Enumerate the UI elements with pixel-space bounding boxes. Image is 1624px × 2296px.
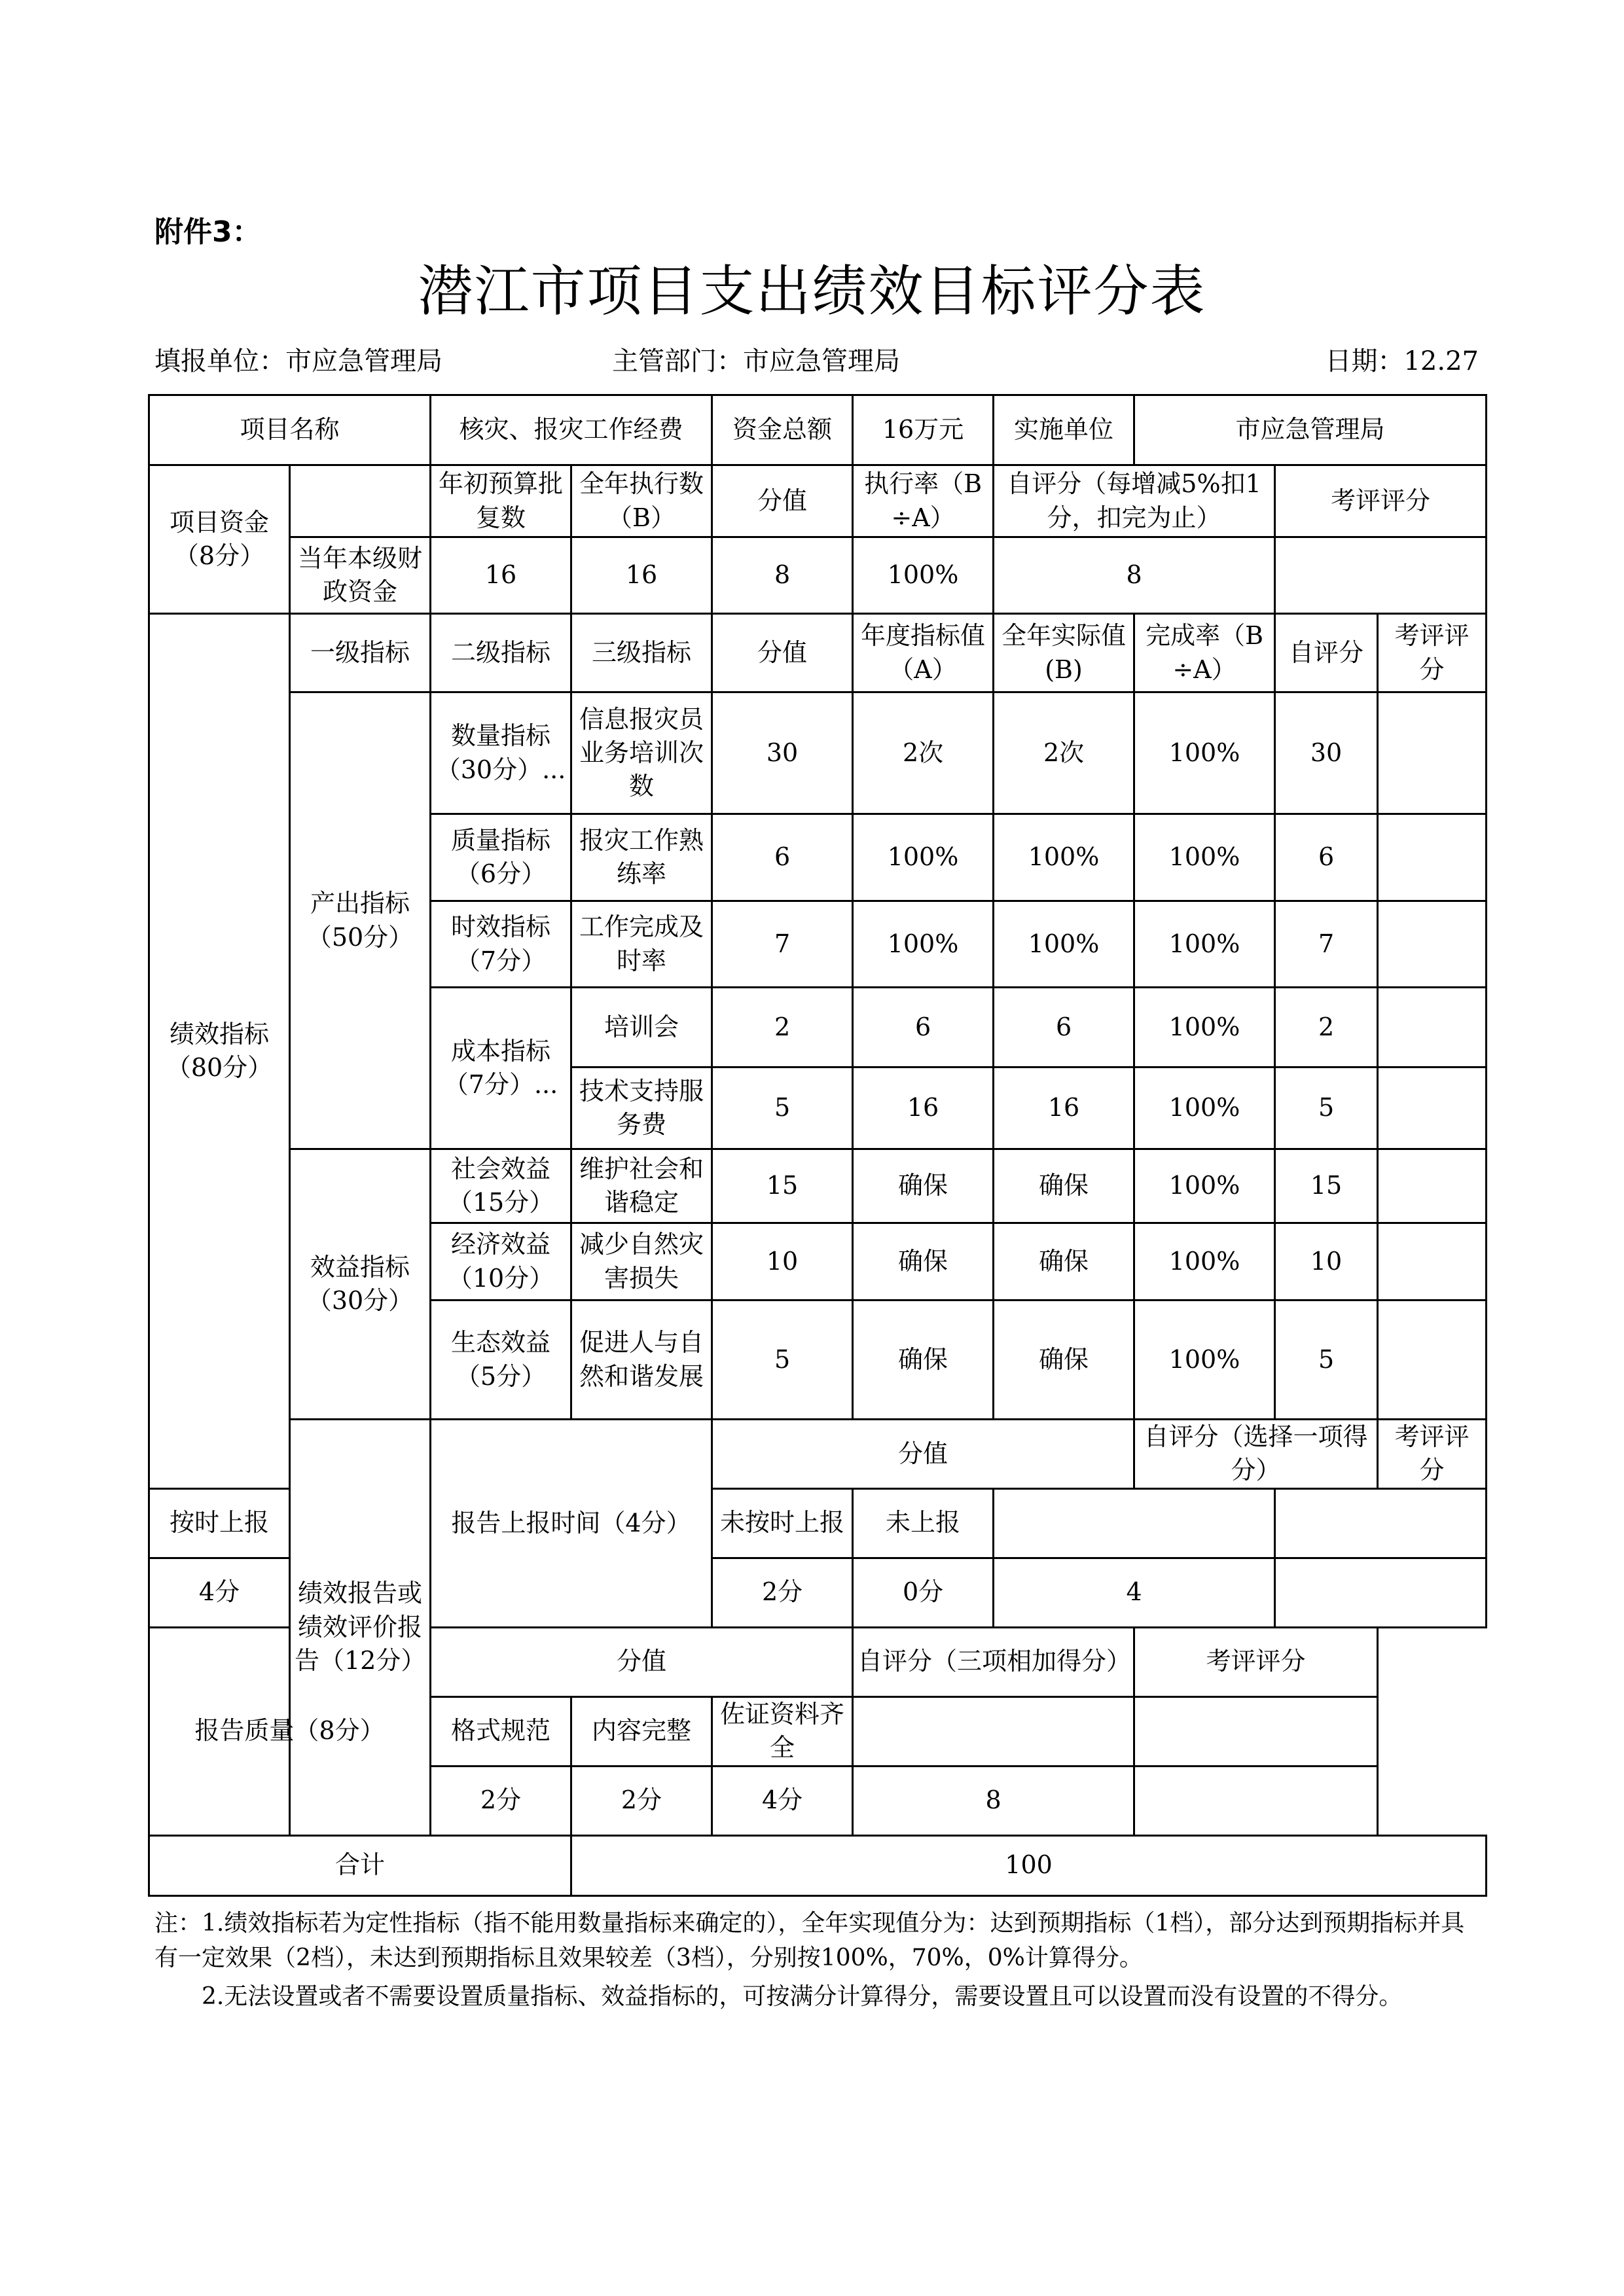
indicator-rate: 100% bbox=[1134, 1149, 1275, 1223]
indicator-eval-score bbox=[1378, 988, 1487, 1067]
quality-self-label: 自评分（三项相加得分） bbox=[853, 1627, 1134, 1696]
funds-header: 全年执行数（B） bbox=[571, 465, 712, 537]
perf-header: 完成率（B÷A） bbox=[1134, 614, 1275, 692]
quality-score: 2分 bbox=[571, 1766, 712, 1835]
quality-score: 2分 bbox=[431, 1766, 571, 1835]
quality-self-blank bbox=[853, 1696, 1134, 1766]
timeliness-indicator-label: 时效指标（7分） bbox=[431, 901, 571, 988]
perf-header: 考评评分 bbox=[1378, 614, 1487, 692]
indicator-score: 10 bbox=[712, 1223, 853, 1300]
indicator-rate: 100% bbox=[1134, 814, 1275, 901]
indicator-target: 6 bbox=[853, 988, 994, 1067]
indicator-self-score: 7 bbox=[1275, 901, 1378, 988]
project-name-value: 核灾、报灾工作经费 bbox=[431, 395, 712, 465]
indicator-actual: 确保 bbox=[994, 1149, 1134, 1223]
funds-cell bbox=[1275, 537, 1487, 614]
indicator-rate: 100% bbox=[1134, 901, 1275, 988]
timing-score: 2分 bbox=[712, 1558, 853, 1627]
indicator-self-score: 5 bbox=[1275, 1300, 1378, 1420]
indicator-target: 100% bbox=[853, 814, 994, 901]
reporting-unit: 填报单位：市应急管理局 bbox=[154, 346, 442, 376]
indicator-target: 确保 bbox=[853, 1223, 994, 1300]
indicator-eval-score bbox=[1378, 1300, 1487, 1420]
indicator-eval-score bbox=[1378, 1067, 1487, 1149]
total-funds-label: 资金总额 bbox=[712, 395, 853, 465]
indicator-score: 30 bbox=[712, 692, 853, 814]
funds-cell: 8 bbox=[712, 537, 853, 614]
attachment-label: 附件3： bbox=[154, 215, 261, 249]
indicator-name: 信息报灾员业务培训次数 bbox=[571, 692, 712, 814]
funds-header: 自评分（每增减5%扣1分，扣完为止） bbox=[994, 465, 1275, 537]
note-2: 2.无法设置或者不需要设置质量指标、效益指标的，可按满分计算得分，需要设置且可以设置而没有设置的不得分。 bbox=[154, 1983, 1403, 2010]
performance-section-label: 绩效指标（80分） bbox=[149, 614, 290, 1489]
quality-score: 4分 bbox=[712, 1766, 853, 1835]
indicator-self-score: 30 bbox=[1275, 692, 1378, 814]
quality-option: 佐证资料齐全 bbox=[712, 1696, 853, 1766]
funds-cell: 16 bbox=[571, 537, 712, 614]
indicator-score: 5 bbox=[712, 1067, 853, 1149]
indicator-self-score: 10 bbox=[1275, 1223, 1378, 1300]
perf-header: 年度指标值（A） bbox=[853, 614, 994, 692]
indicator-actual: 6 bbox=[994, 988, 1134, 1067]
funds-header: 执行率（B÷A） bbox=[853, 465, 994, 537]
indicator-self-score: 5 bbox=[1275, 1067, 1378, 1149]
indicator-actual: 100% bbox=[994, 901, 1134, 988]
indicator-name: 促进人与自然和谐发展 bbox=[571, 1300, 712, 1420]
perf-header: 三级指标 bbox=[571, 614, 712, 692]
social-benefit-label: 社会效益（15分） bbox=[431, 1149, 571, 1223]
indicator-actual: 100% bbox=[994, 814, 1134, 901]
timing-option: 按时上报 bbox=[149, 1488, 290, 1558]
evaluation-table bbox=[148, 394, 1487, 1897]
report-quality-label: 报告质量（8分） bbox=[149, 1627, 431, 1835]
total-funds-value: 16万元 bbox=[853, 395, 994, 465]
indicator-target: 确保 bbox=[853, 1149, 994, 1223]
quality-self-score: 8 bbox=[853, 1766, 1134, 1835]
report-timing-label: 报告上报时间（4分） bbox=[431, 1420, 712, 1628]
timing-option: 未按时上报 bbox=[712, 1488, 853, 1558]
quality-eval-label: 考评评分 bbox=[1134, 1627, 1378, 1696]
indicator-eval-score bbox=[1378, 692, 1487, 814]
timing-score: 4分 bbox=[149, 1558, 290, 1627]
funds-header-blank bbox=[290, 465, 431, 537]
timing-eval-label: 考评评分 bbox=[1378, 1420, 1487, 1489]
indicator-rate: 100% bbox=[1134, 1067, 1275, 1149]
quality-indicator-label: 质量指标（6分） bbox=[431, 814, 571, 901]
indicator-self-score: 2 bbox=[1275, 988, 1378, 1067]
indicator-rate: 100% bbox=[1134, 1300, 1275, 1420]
indicator-name: 维护社会和谐稳定 bbox=[571, 1149, 712, 1223]
eco-benefit-label: 生态效益（5分） bbox=[431, 1300, 571, 1420]
funds-header: 年初预算批复数 bbox=[431, 465, 571, 537]
quality-option: 格式规范 bbox=[431, 1696, 571, 1766]
indicator-actual: 确保 bbox=[994, 1223, 1134, 1300]
timing-score: 0分 bbox=[853, 1558, 994, 1627]
indicator-name: 技术支持服务费 bbox=[571, 1067, 712, 1149]
funds-row-label: 当年本级财政资金 bbox=[290, 537, 431, 614]
indicator-name: 培训会 bbox=[571, 988, 712, 1067]
indicator-target: 确保 bbox=[853, 1300, 994, 1420]
report-date: 日期：12.27 bbox=[1325, 346, 1479, 376]
perf-header: 二级指标 bbox=[431, 614, 571, 692]
funds-cell: 100% bbox=[853, 537, 994, 614]
supervising-department: 主管部门：市应急管理局 bbox=[612, 346, 900, 376]
cost-indicator-label: 成本指标（7分）... bbox=[431, 988, 571, 1149]
economic-benefit-label: 经济效益（10分） bbox=[431, 1223, 571, 1300]
indicator-target: 2次 bbox=[853, 692, 994, 814]
indicator-actual: 2次 bbox=[994, 692, 1134, 814]
quality-option: 内容完整 bbox=[571, 1696, 712, 1766]
indicator-self-score: 6 bbox=[1275, 814, 1378, 901]
timing-eval-blank bbox=[1275, 1488, 1487, 1558]
timing-self-label: 自评分（选择一项得分） bbox=[1134, 1420, 1378, 1489]
benefit-indicator-label: 效益指标（30分） bbox=[290, 1149, 431, 1420]
project-name-label: 项目名称 bbox=[149, 395, 431, 465]
perf-header: 一级指标 bbox=[290, 614, 431, 692]
total-label: 合计 bbox=[149, 1835, 571, 1895]
indicator-score: 2 bbox=[712, 988, 853, 1067]
funds-section-label: 项目资金（8分） bbox=[149, 465, 290, 614]
quantity-indicator-label: 数量指标（30分）... bbox=[431, 692, 571, 814]
indicator-rate: 100% bbox=[1134, 692, 1275, 814]
indicator-rate: 100% bbox=[1134, 988, 1275, 1067]
timing-self-blank bbox=[994, 1488, 1275, 1558]
report-section-label: 绩效报告或绩效评价报告（12分） bbox=[290, 1420, 431, 1836]
indicator-eval-score bbox=[1378, 1149, 1487, 1223]
indicator-name: 工作完成及时率 bbox=[571, 901, 712, 988]
page-title: 潜江市项目支出绩效目标评分表 bbox=[418, 259, 1206, 323]
indicator-eval-score bbox=[1378, 1223, 1487, 1300]
indicator-name: 报灾工作熟练率 bbox=[571, 814, 712, 901]
indicator-eval-score bbox=[1378, 814, 1487, 901]
indicator-score: 7 bbox=[712, 901, 853, 988]
indicator-self-score: 15 bbox=[1275, 1149, 1378, 1223]
total-value: 100 bbox=[571, 1835, 1487, 1895]
perf-header: 分值 bbox=[712, 614, 853, 692]
impl-unit-label: 实施单位 bbox=[994, 395, 1134, 465]
note-1: 注：1.绩效指标若为定性指标（指不能用数量指标来确定的），全年实现值分为：达到预期指标（1档），部分达到预期指标并具有一定效果（2档），未达到预期指标且效果较差（3档），分别按100%，70%，0%计算得分。 bbox=[154, 1910, 1465, 1972]
indicator-score: 5 bbox=[712, 1300, 853, 1420]
indicator-rate: 100% bbox=[1134, 1223, 1275, 1300]
quality-value-label: 分值 bbox=[431, 1627, 853, 1696]
indicator-actual: 确保 bbox=[994, 1300, 1134, 1420]
output-indicator-label: 产出指标（50分） bbox=[290, 692, 431, 1149]
quality-eval-blank bbox=[1134, 1696, 1378, 1766]
timing-option: 未上报 bbox=[853, 1488, 994, 1558]
indicator-score: 6 bbox=[712, 814, 853, 901]
timing-value-label: 分值 bbox=[712, 1420, 1134, 1489]
timing-eval-score bbox=[1275, 1558, 1487, 1627]
indicator-name: 减少自然灾害损失 bbox=[571, 1223, 712, 1300]
funds-cell: 16 bbox=[431, 537, 571, 614]
indicator-eval-score bbox=[1378, 901, 1487, 988]
indicator-target: 100% bbox=[853, 901, 994, 988]
indicator-score: 15 bbox=[712, 1149, 853, 1223]
indicator-actual: 16 bbox=[994, 1067, 1134, 1149]
funds-header: 分值 bbox=[712, 465, 853, 537]
timing-self-score: 4 bbox=[994, 1558, 1275, 1627]
funds-cell: 8 bbox=[994, 537, 1275, 614]
quality-eval-score bbox=[1134, 1766, 1378, 1835]
indicator-target: 16 bbox=[853, 1067, 994, 1149]
perf-header: 全年实际值(B) bbox=[994, 614, 1134, 692]
impl-unit-value: 市应急管理局 bbox=[1134, 395, 1487, 465]
funds-header: 考评评分 bbox=[1275, 465, 1487, 537]
perf-header: 自评分 bbox=[1275, 614, 1378, 692]
